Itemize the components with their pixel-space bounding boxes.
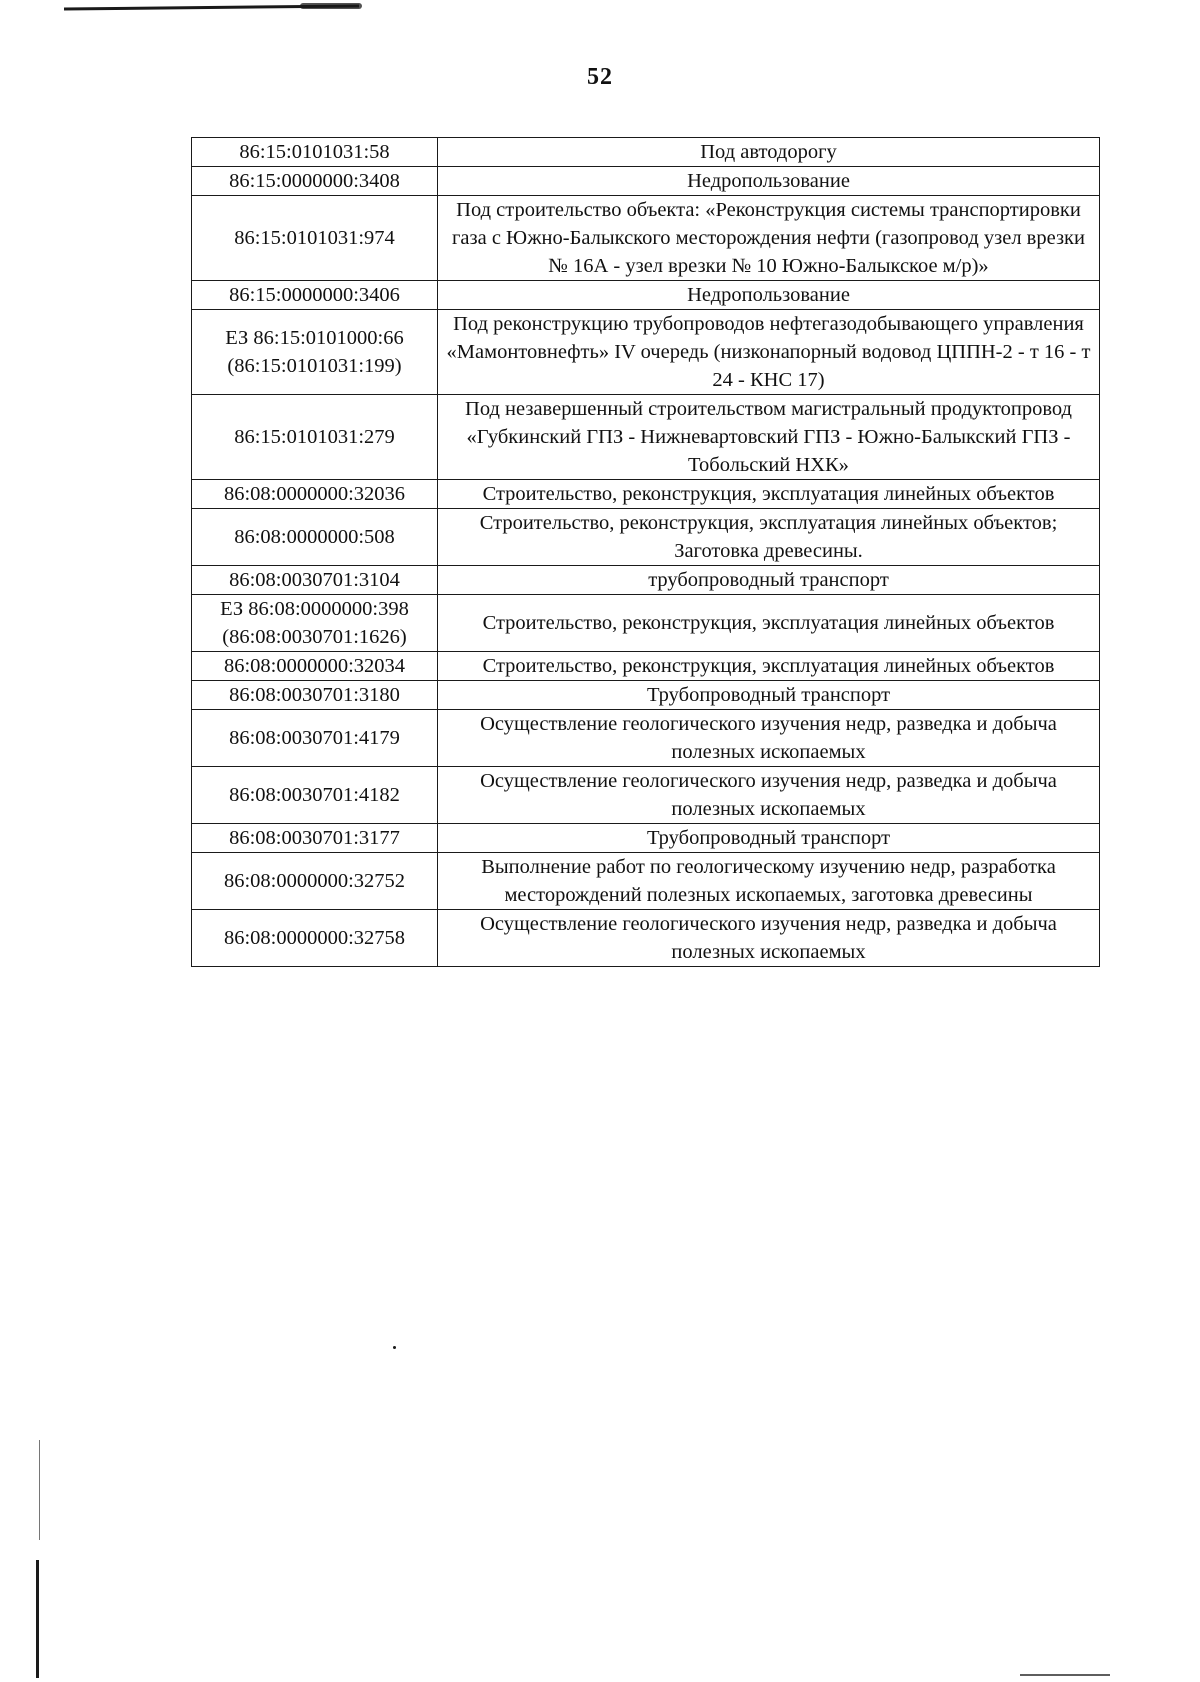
land-plots-table xyxy=(191,137,1100,967)
table-row xyxy=(192,196,1100,281)
table-row xyxy=(192,710,1100,767)
table-row xyxy=(192,566,1100,595)
permitted-use-cell: Строительство, реконструкция, эксплуатация линейных объектов; Заготовка древесины. xyxy=(438,509,1100,566)
permitted-use-cell: Строительство, реконструкция, эксплуатация линейных объектов xyxy=(438,595,1100,652)
permitted-use-cell: Под реконструкцию трубопроводов нефтегазодобывающего управления «Мамонтовнефть» IV очередь (низконапорный водовод ЦППН-2 - т 16 - т 24 - КНС 17) xyxy=(438,310,1100,395)
table-row xyxy=(192,138,1100,167)
cadastral-number-cell: 86:08:0030701:3180 xyxy=(192,681,438,710)
cadastral-number-cell: ЕЗ 86:15:0101000:66 (86:15:0101031:199) xyxy=(192,310,438,395)
table-body xyxy=(192,138,1100,967)
cadastral-number-cell: 86:08:0030701:3104 xyxy=(192,566,438,595)
permitted-use-cell: Трубопроводный транспорт xyxy=(438,824,1100,853)
table-row xyxy=(192,395,1100,480)
permitted-use-cell: трубопроводный транспорт xyxy=(438,566,1100,595)
scan-artifact xyxy=(393,1346,396,1349)
table-row xyxy=(192,681,1100,710)
scan-artifact xyxy=(1020,1674,1110,1676)
table-row xyxy=(192,767,1100,824)
table-row xyxy=(192,595,1100,652)
permitted-use-cell: Под строительство объекта: «Реконструкция системы транспортировки газа с Южно-Балыкского месторождения нефти (газопровод узел врезки № 16А - узел врезки № 10 Южно-Балыкское м/р)» xyxy=(438,196,1100,281)
permitted-use-cell: Строительство, реконструкция, эксплуатация линейных объектов xyxy=(438,480,1100,509)
permitted-use-cell: Трубопроводный транспорт xyxy=(438,681,1100,710)
cadastral-number-cell: 86:08:0030701:4182 xyxy=(192,767,438,824)
permitted-use-cell: Строительство, реконструкция, эксплуатация линейных объектов xyxy=(438,652,1100,681)
cadastral-number-cell: 86:08:0000000:32758 xyxy=(192,910,438,967)
cadastral-number-cell: 86:15:0000000:3408 xyxy=(192,167,438,196)
permitted-use-cell: Недропользование xyxy=(438,167,1100,196)
cadastral-number-cell: 86:15:0000000:3406 xyxy=(192,281,438,310)
scan-artifact xyxy=(39,1440,40,1540)
cadastral-number-cell: 86:15:0101031:974 xyxy=(192,196,438,281)
cadastral-number-cell: 86:08:0030701:4179 xyxy=(192,710,438,767)
table-row xyxy=(192,310,1100,395)
cadastral-number-cell: 86:15:0101031:279 xyxy=(192,395,438,480)
table-row xyxy=(192,281,1100,310)
cadastral-number-cell: 86:08:0000000:32034 xyxy=(192,652,438,681)
page-number: 52 xyxy=(587,64,613,90)
cadastral-number-cell: 86:08:0000000:32036 xyxy=(192,480,438,509)
cadastral-number-cell: 86:08:0000000:32752 xyxy=(192,853,438,910)
table-row xyxy=(192,167,1100,196)
table-row xyxy=(192,824,1100,853)
table-row xyxy=(192,652,1100,681)
permitted-use-cell: Осуществление геологического изучения недр, разведка и добыча полезных ископаемых xyxy=(438,767,1100,824)
permitted-use-cell: Осуществление геологического изучения недр, разведка и добыча полезных ископаемых xyxy=(438,910,1100,967)
permitted-use-cell: Осуществление геологического изучения недр, разведка и добыча полезных ископаемых xyxy=(438,710,1100,767)
permitted-use-cell: Под незавершенный строительством магистральный продуктопровод «Губкинский ГПЗ - Нижневартовский ГПЗ - Южно-Балыкский ГПЗ - Тобольский НХК» xyxy=(438,395,1100,480)
cadastral-number-cell: 86:08:0030701:3177 xyxy=(192,824,438,853)
table-row xyxy=(192,853,1100,910)
scan-artifact xyxy=(36,1560,39,1678)
permitted-use-cell: Под автодорогу xyxy=(438,138,1100,167)
cadastral-number-cell: 86:15:0101031:58 xyxy=(192,138,438,167)
permitted-use-cell: Выполнение работ по геологическому изучению недр, разработка месторождений полезных ископаемых, заготовка древесины xyxy=(438,853,1100,910)
table-row xyxy=(192,480,1100,509)
table-row xyxy=(192,910,1100,967)
scan-artifact xyxy=(300,3,362,9)
permitted-use-cell: Недропользование xyxy=(438,281,1100,310)
table-row xyxy=(192,509,1100,566)
cadastral-number-cell: 86:08:0000000:508 xyxy=(192,509,438,566)
cadastral-number-cell: ЕЗ 86:08:0000000:398 (86:08:0030701:1626) xyxy=(192,595,438,652)
